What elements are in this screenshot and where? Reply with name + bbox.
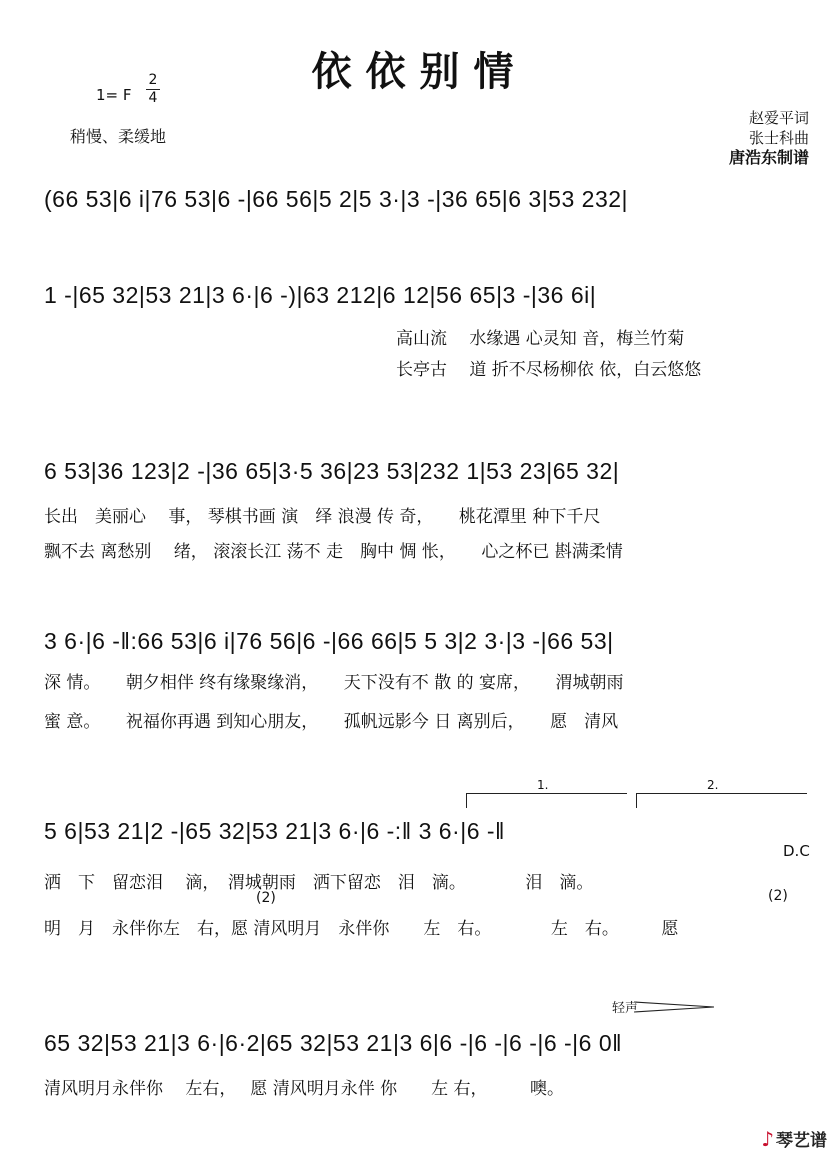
- score-line-4: 3 6·|6 -‖:66 53|6 i|76 56|6 -|66 66|5 5 3|2 3·|3 -|66 53|: [44, 628, 614, 654]
- tempo-marking: 稍慢、柔缓地: [70, 127, 167, 146]
- site-watermark: [761, 1126, 827, 1151]
- score-line-5: 5 6|53 21|2 -|65 32|53 21|3 6·|6 -:‖ 3 6·|6 -‖: [44, 818, 506, 844]
- dynamic-marking: 轻声: [612, 1001, 639, 1016]
- time-signature: [146, 72, 160, 107]
- second-ending-label: 2.: [707, 778, 719, 792]
- credits: [729, 108, 809, 168]
- key-signature: 1= F: [96, 86, 132, 104]
- lyricist-credit: 赵爱平词: [748, 109, 809, 127]
- composer-credit: 张士科曲: [748, 129, 809, 147]
- lyrics-line-2b: 长亭古 道 折不尽杨柳依 依，白云悠悠: [396, 360, 702, 380]
- first-ending-label: 1.: [537, 778, 549, 792]
- first-ending-bracket: [466, 778, 627, 808]
- lyrics-line-6: 清风明月永伴你 左右， 愿 清风明月永伴 你 左 右， 噢。: [44, 1079, 565, 1099]
- lyrics-line-5a: 洒 下 留恋泪 滴， 渭城朝雨 洒下留恋 泪 滴。 泪 滴。: [44, 873, 594, 893]
- lyrics-line-5b: 明 月 永伴你左 右，愿 清风明月 永伴你 左 右。 左 右。 愿: [44, 919, 679, 939]
- score-line-6: 65 32|53 21|3 6·|6·2|65 32|53 21|3 6|6 -|6 -|6 -|6 -|6 0‖: [44, 1030, 623, 1056]
- da-capo-marking: D.C: [783, 842, 810, 860]
- watermark-text: 琴艺谱: [776, 1131, 827, 1151]
- song-title: 依依别情: [311, 49, 528, 95]
- repeat-verse-mark: (2): [256, 890, 276, 906]
- second-ending-bracket: [636, 778, 807, 808]
- diminuendo-hairpin: [634, 1000, 714, 1014]
- time-signature-top: 2: [148, 72, 158, 88]
- lyrics-line-3a: 长出 美丽心 事， 琴棋书画 演 绎 浪漫 传 奇， 桃花潭里 种下千尺: [44, 507, 601, 527]
- arranger-credit: 唐浩东制谱: [728, 148, 809, 167]
- logo-icon: ♪: [761, 1127, 774, 1151]
- repeat-verse-mark-2: (2): [768, 888, 788, 904]
- score-line-1: (66 53|6 i|76 53|6 -|66 56|5 2|5 3·|3 -|36 65|6 3|53 232|: [44, 186, 629, 212]
- lyrics-line-2a: 高山流 水缘遇 心灵知 音，梅兰竹菊: [396, 329, 685, 349]
- lyrics-line-4a: 深 情。 朝夕相伴 终有缘聚缘消， 天下没有不 散 的 宴席， 渭城朝雨: [44, 673, 624, 693]
- score-line-3: 6 53|36 123|2 -|36 65|3·5 36|23 53|232 1|53 23|65 32|: [44, 458, 620, 484]
- time-signature-bottom: 4: [146, 89, 160, 107]
- score-line-2: 1 -|65 32|53 21|3 6·|6 -)|63 212|6 12|56 65|3 -|36 6i|: [44, 282, 597, 308]
- lyrics-line-3b: 飘不去 离愁别 绪， 滚滚长江 荡不 走 胸中 惆 怅， 心之杯已 斟满柔情: [44, 542, 623, 562]
- lyrics-line-4b: 蜜 意。 祝福你再遇 到知心朋友， 孤帆远影今 日 离别后， 愿 清风: [44, 712, 619, 732]
